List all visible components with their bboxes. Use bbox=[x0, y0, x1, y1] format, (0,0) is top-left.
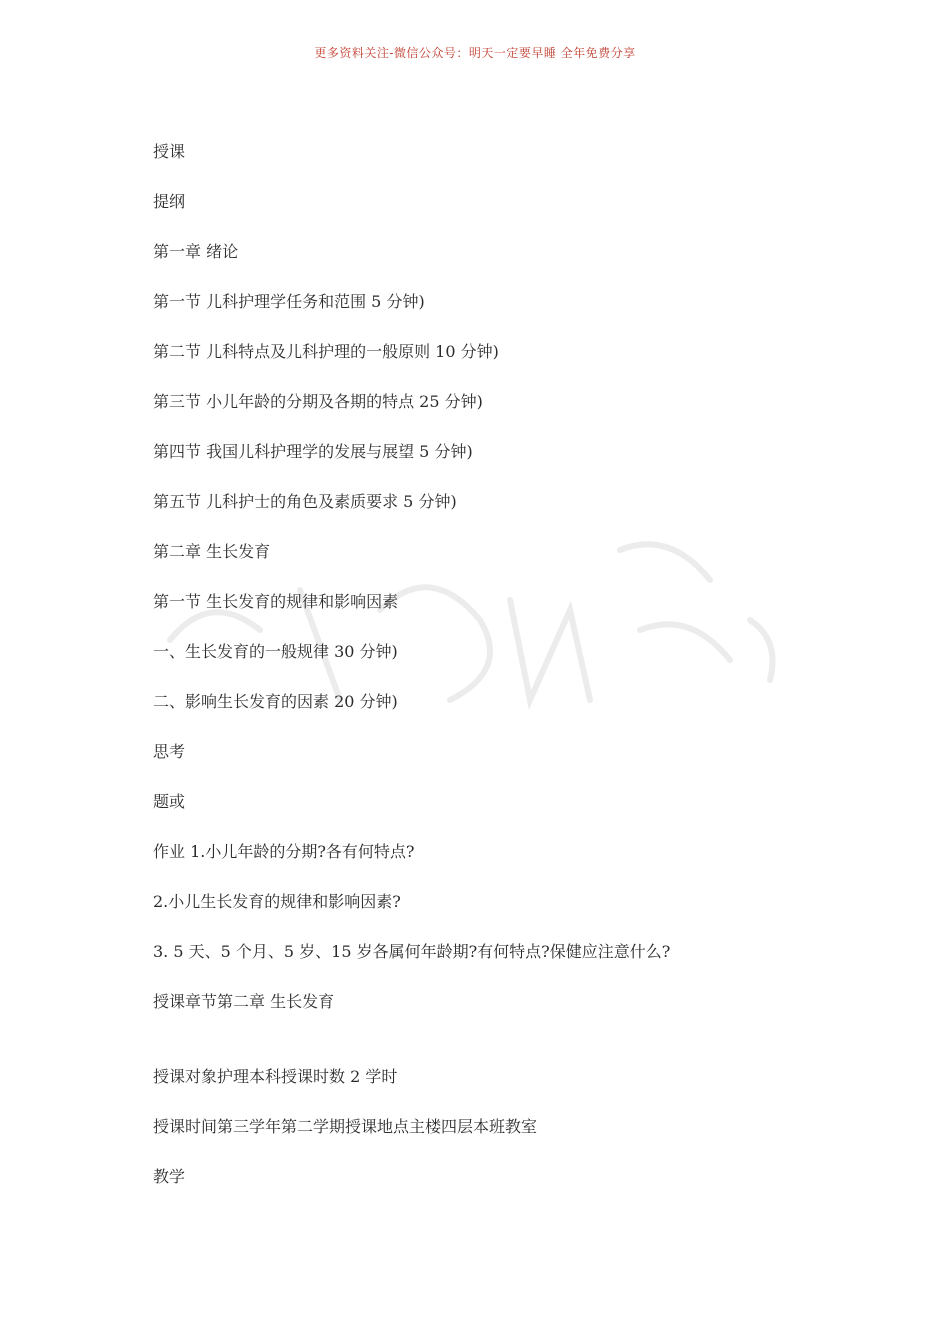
doc-line-2: 提纲 bbox=[153, 192, 186, 211]
lesson-chapter-info: 授课章节第二章 生长发育 bbox=[153, 992, 335, 1011]
section-1-4: 第四节 我国儿科护理学的发展与展望 5 分钟) bbox=[153, 442, 473, 461]
header-note: 更多资料关注-微信公众号：明天一定要早睡 全年免费分享 bbox=[314, 46, 636, 60]
homework-question-2: 2.小儿生长发育的规律和影响因素? bbox=[153, 892, 401, 911]
homework-question-3: 3. 5 天、5 个月、5 岁、15 岁各属何年龄期?有何特点?保健应注意什么? bbox=[153, 942, 671, 961]
subsection-2-1-1: 一、生长发育的一般规律 30 分钟) bbox=[153, 642, 398, 661]
doc-line-13: 思考 bbox=[153, 742, 186, 761]
doc-line-21: 教学 bbox=[153, 1167, 186, 1186]
chapter-1-heading: 第一章 绪论 bbox=[153, 242, 239, 261]
doc-line-14: 题或 bbox=[153, 792, 186, 811]
lesson-time-location-info: 授课时间第三学年第二学期授课地点主楼四层本班教室 bbox=[153, 1117, 538, 1136]
doc-line-1: 授课 bbox=[153, 142, 186, 161]
section-1-5: 第五节 儿科护士的角色及素质要求 5 分钟) bbox=[153, 492, 457, 511]
section-1-1: 第一节 儿科护理学任务和范围 5 分钟) bbox=[153, 292, 425, 311]
section-1-2: 第二节 儿科特点及儿科护理的一般原则 10 分钟) bbox=[153, 342, 499, 361]
section-2-1: 第一节 生长发育的规律和影响因素 bbox=[153, 592, 399, 611]
lesson-audience-info: 授课对象护理本科授课时数 2 学时 bbox=[153, 1067, 398, 1086]
chapter-2-heading: 第二章 生长发育 bbox=[153, 542, 271, 561]
homework-question-1: 作业 1.小儿年龄的分期?各有何特点? bbox=[153, 842, 415, 861]
subsection-2-1-2: 二、影响生长发育的因素 20 分钟) bbox=[153, 692, 398, 711]
section-1-3: 第三节 小儿年龄的分期及各期的特点 25 分钟) bbox=[153, 392, 483, 411]
